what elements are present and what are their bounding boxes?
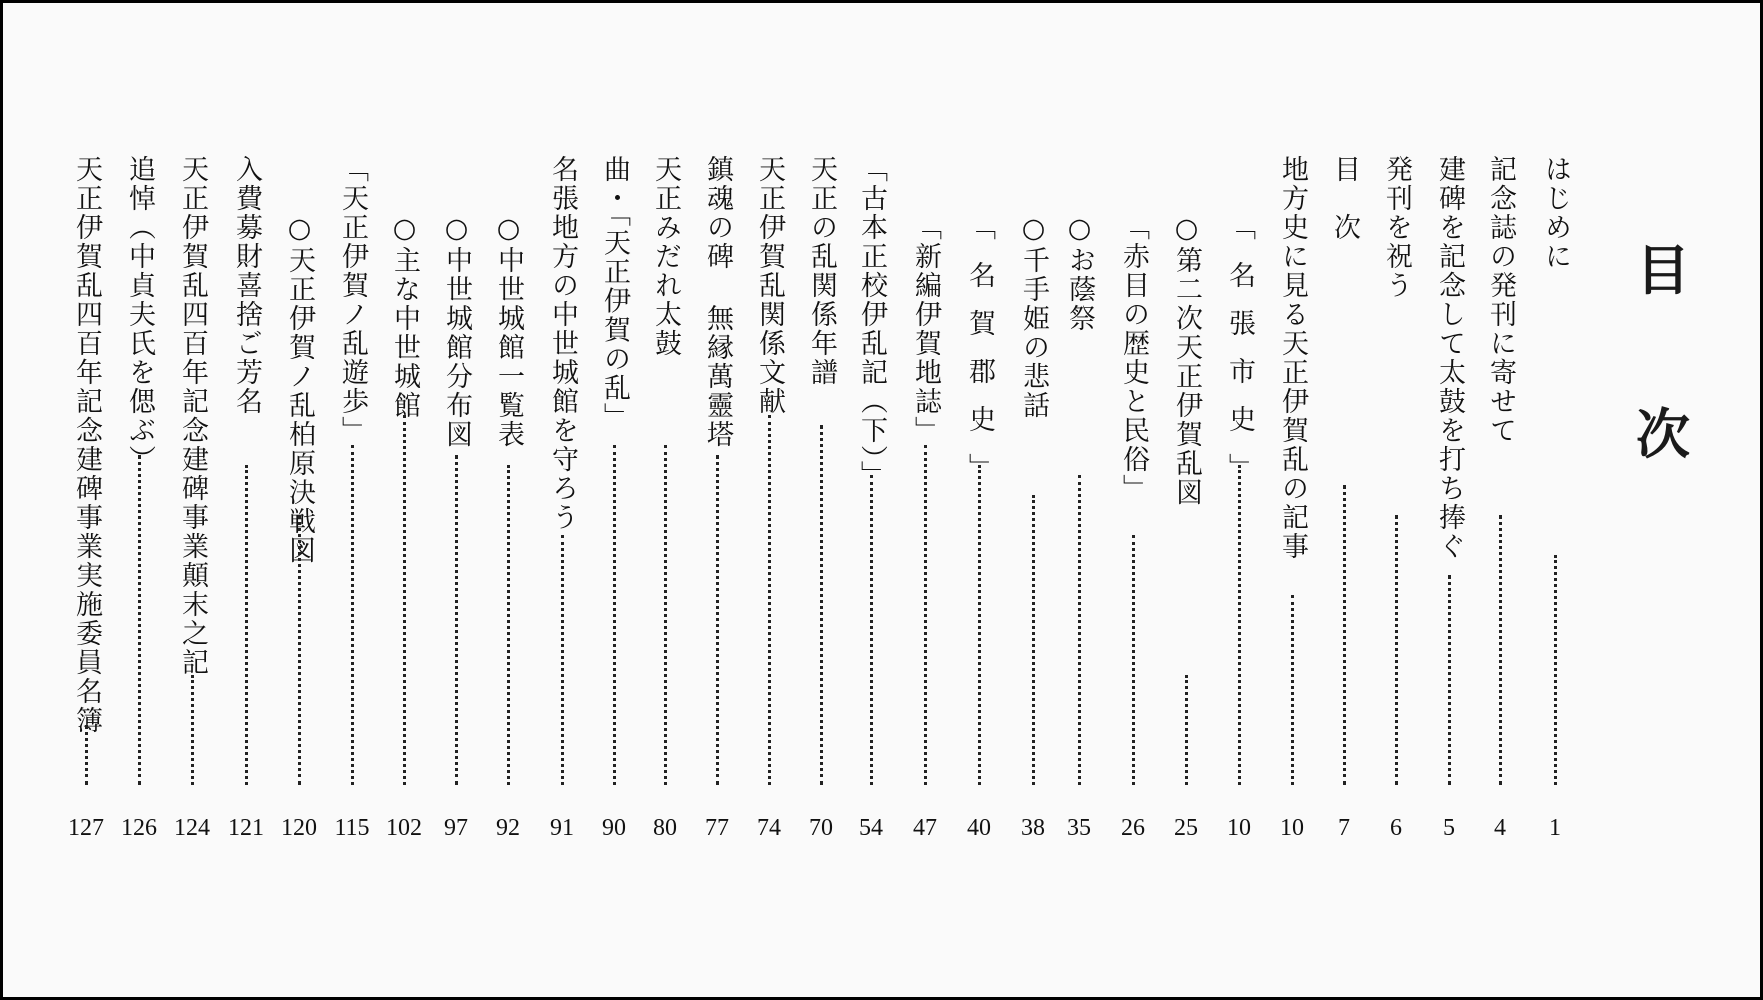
toc-entry	[172, 3, 212, 1000]
toc-entry-title: 「古本正校伊乱記（下）」	[856, 155, 887, 490]
toc-entry	[66, 3, 106, 1000]
toc-page-number: 54	[859, 815, 883, 841]
toc-entry-title: 入費募財喜捨ご芳名	[231, 155, 262, 416]
dot-leader	[1032, 495, 1035, 785]
toc-entry-title: ○第二次天正伊賀乱図	[1171, 213, 1202, 507]
title-char-1: 目	[1636, 238, 1690, 302]
toc-page-number: 47	[913, 815, 937, 841]
toc-entry	[1272, 3, 1312, 1000]
toc-page-number: 10	[1280, 815, 1304, 841]
dot-leader	[1291, 595, 1294, 785]
dot-leader	[870, 475, 873, 785]
toc-entry	[488, 3, 528, 1000]
toc-entry	[1376, 3, 1416, 1000]
toc-page-number: 74	[757, 815, 781, 841]
toc-entry-title: 「天正伊賀ノ乱遊歩」	[337, 155, 368, 445]
toc-entry-title: ○天正伊賀ノ乱柏原決戦図	[284, 213, 315, 565]
toc-entry-title: 曲・「天正伊賀の乱」	[599, 155, 630, 432]
toc-entry-title: 「名張市史」	[1224, 213, 1255, 501]
dot-leader	[978, 465, 981, 785]
toc-entry-title: 発刊を祝う	[1381, 155, 1412, 300]
toc-page-number: 90	[602, 815, 626, 841]
dot-leader	[768, 415, 771, 785]
toc-entry	[542, 3, 582, 1000]
toc-entry-title: 天正みだれ太鼓	[650, 155, 681, 358]
toc-entry	[1324, 3, 1364, 1000]
toc-page-number: 102	[386, 815, 422, 841]
toc-entry	[436, 3, 476, 1000]
toc-page-number: 91	[550, 815, 574, 841]
toc-entry-title: 「赤目の歴史と民俗」	[1118, 213, 1149, 503]
dot-leader	[1499, 515, 1502, 785]
toc-page-number: 35	[1067, 815, 1091, 841]
toc-page-number: 10	[1227, 815, 1251, 841]
toc-entry	[959, 3, 999, 1000]
toc-entry-title: ○お蔭祭	[1064, 213, 1095, 333]
dot-leader	[1238, 465, 1241, 785]
toc-entry	[119, 3, 159, 1000]
toc-entry-title: はじめに	[1540, 155, 1571, 271]
toc-entry-title: ○中世城館一覧表	[493, 213, 524, 449]
toc-page-number: 38	[1021, 815, 1045, 841]
dot-leader	[85, 725, 88, 785]
dot-leader	[716, 455, 719, 785]
dot-leader	[191, 675, 194, 785]
toc-entry	[1013, 3, 1053, 1000]
dot-leader	[1395, 515, 1398, 785]
dot-leader	[1448, 575, 1451, 785]
toc-entry	[1059, 3, 1099, 1000]
toc-entry-title: 地方史に見る天正伊賀乱の記事	[1277, 155, 1308, 561]
toc-entry-title: 「名賀郡史」	[964, 213, 995, 501]
dot-leader	[403, 415, 406, 785]
toc-entry-title: 追悼（中貞夫氏を偲ぶ）	[124, 155, 155, 474]
dot-leader	[1343, 485, 1346, 785]
toc-entry	[226, 3, 266, 1000]
toc-page-number: 80	[653, 815, 677, 841]
dot-leader	[1185, 675, 1188, 785]
toc-page-number: 121	[228, 815, 264, 841]
dot-leader	[298, 515, 301, 785]
toc-entry-title: 鎮魂の碑 無縁萬靈塔	[702, 155, 733, 449]
toc-entry	[749, 3, 789, 1000]
toc-entry	[332, 3, 372, 1000]
toc-entry	[594, 3, 634, 1000]
toc-page-number: 5	[1443, 815, 1455, 841]
toc-entry	[645, 3, 685, 1000]
toc-entry-title: 「新編伊賀地誌」	[910, 213, 941, 445]
dot-leader	[507, 465, 510, 785]
toc-entry	[1535, 3, 1575, 1000]
toc-page-number: 26	[1121, 815, 1145, 841]
toc-page-number: 77	[705, 815, 729, 841]
toc-entry-title: 天正伊賀乱関係文献	[754, 155, 785, 416]
dot-leader	[245, 465, 248, 785]
toc-entry	[1480, 3, 1520, 1000]
toc-page-number: 97	[444, 815, 468, 841]
toc-entry-title: 天正伊賀乱四百年記念建碑事業顛末之記	[177, 155, 208, 677]
toc-list	[3, 3, 1763, 1000]
dot-leader	[613, 445, 616, 785]
toc-entry-title: ○千手姫の悲話	[1018, 213, 1049, 420]
toc-entry	[1219, 3, 1259, 1000]
toc-entry	[905, 3, 945, 1000]
title-char-2: 次	[1636, 402, 1690, 466]
toc-page-number: 1	[1549, 815, 1561, 841]
dot-leader	[455, 455, 458, 785]
toc-page-number: 6	[1390, 815, 1402, 841]
dot-leader	[1554, 555, 1557, 785]
toc-page-number: 127	[68, 815, 104, 841]
toc-page-number: 7	[1338, 815, 1350, 841]
toc-entry	[1113, 3, 1153, 1000]
toc-entry-title: 記念誌の発刊に寄せて	[1485, 155, 1516, 445]
toc-page-number: 70	[809, 815, 833, 841]
toc-page-number: 124	[174, 815, 210, 841]
toc-entry	[1166, 3, 1206, 1000]
dot-leader	[820, 425, 823, 785]
toc-page-number: 4	[1494, 815, 1506, 841]
toc-entry	[384, 3, 424, 1000]
toc-entry-title: 天正伊賀乱四百年記念建碑事業実施委員名簿	[71, 155, 102, 735]
dot-leader	[351, 445, 354, 785]
dot-leader	[1132, 535, 1135, 785]
dot-leader	[924, 445, 927, 785]
toc-page-number: 115	[334, 815, 370, 841]
toc-entry-title: 天正の乱関係年譜	[806, 155, 837, 387]
toc-page-number: 25	[1174, 815, 1198, 841]
toc-entry	[851, 3, 891, 1000]
toc-page-number: 126	[121, 815, 157, 841]
toc-entry	[1429, 3, 1469, 1000]
dot-leader	[138, 455, 141, 785]
toc-entry	[279, 3, 319, 1000]
toc-page-number: 120	[281, 815, 317, 841]
toc-page-number: 40	[967, 815, 991, 841]
toc-page-number: 92	[496, 815, 520, 841]
toc-entry-title: 名張地方の中世城館を守ろう	[547, 155, 578, 532]
toc-entry	[697, 3, 737, 1000]
toc-entry-title: 建碑を記念して太鼓を打ち捧ぐ	[1434, 155, 1465, 561]
dot-leader	[1078, 475, 1081, 785]
dot-leader	[664, 445, 667, 785]
toc-entry-title: ○主な中世城館	[389, 213, 420, 420]
toc-entry-title: 目 次	[1329, 155, 1360, 242]
toc-entry	[801, 3, 841, 1000]
toc-entry-title: ○中世城館分布図	[441, 213, 472, 449]
dot-leader	[561, 535, 564, 785]
